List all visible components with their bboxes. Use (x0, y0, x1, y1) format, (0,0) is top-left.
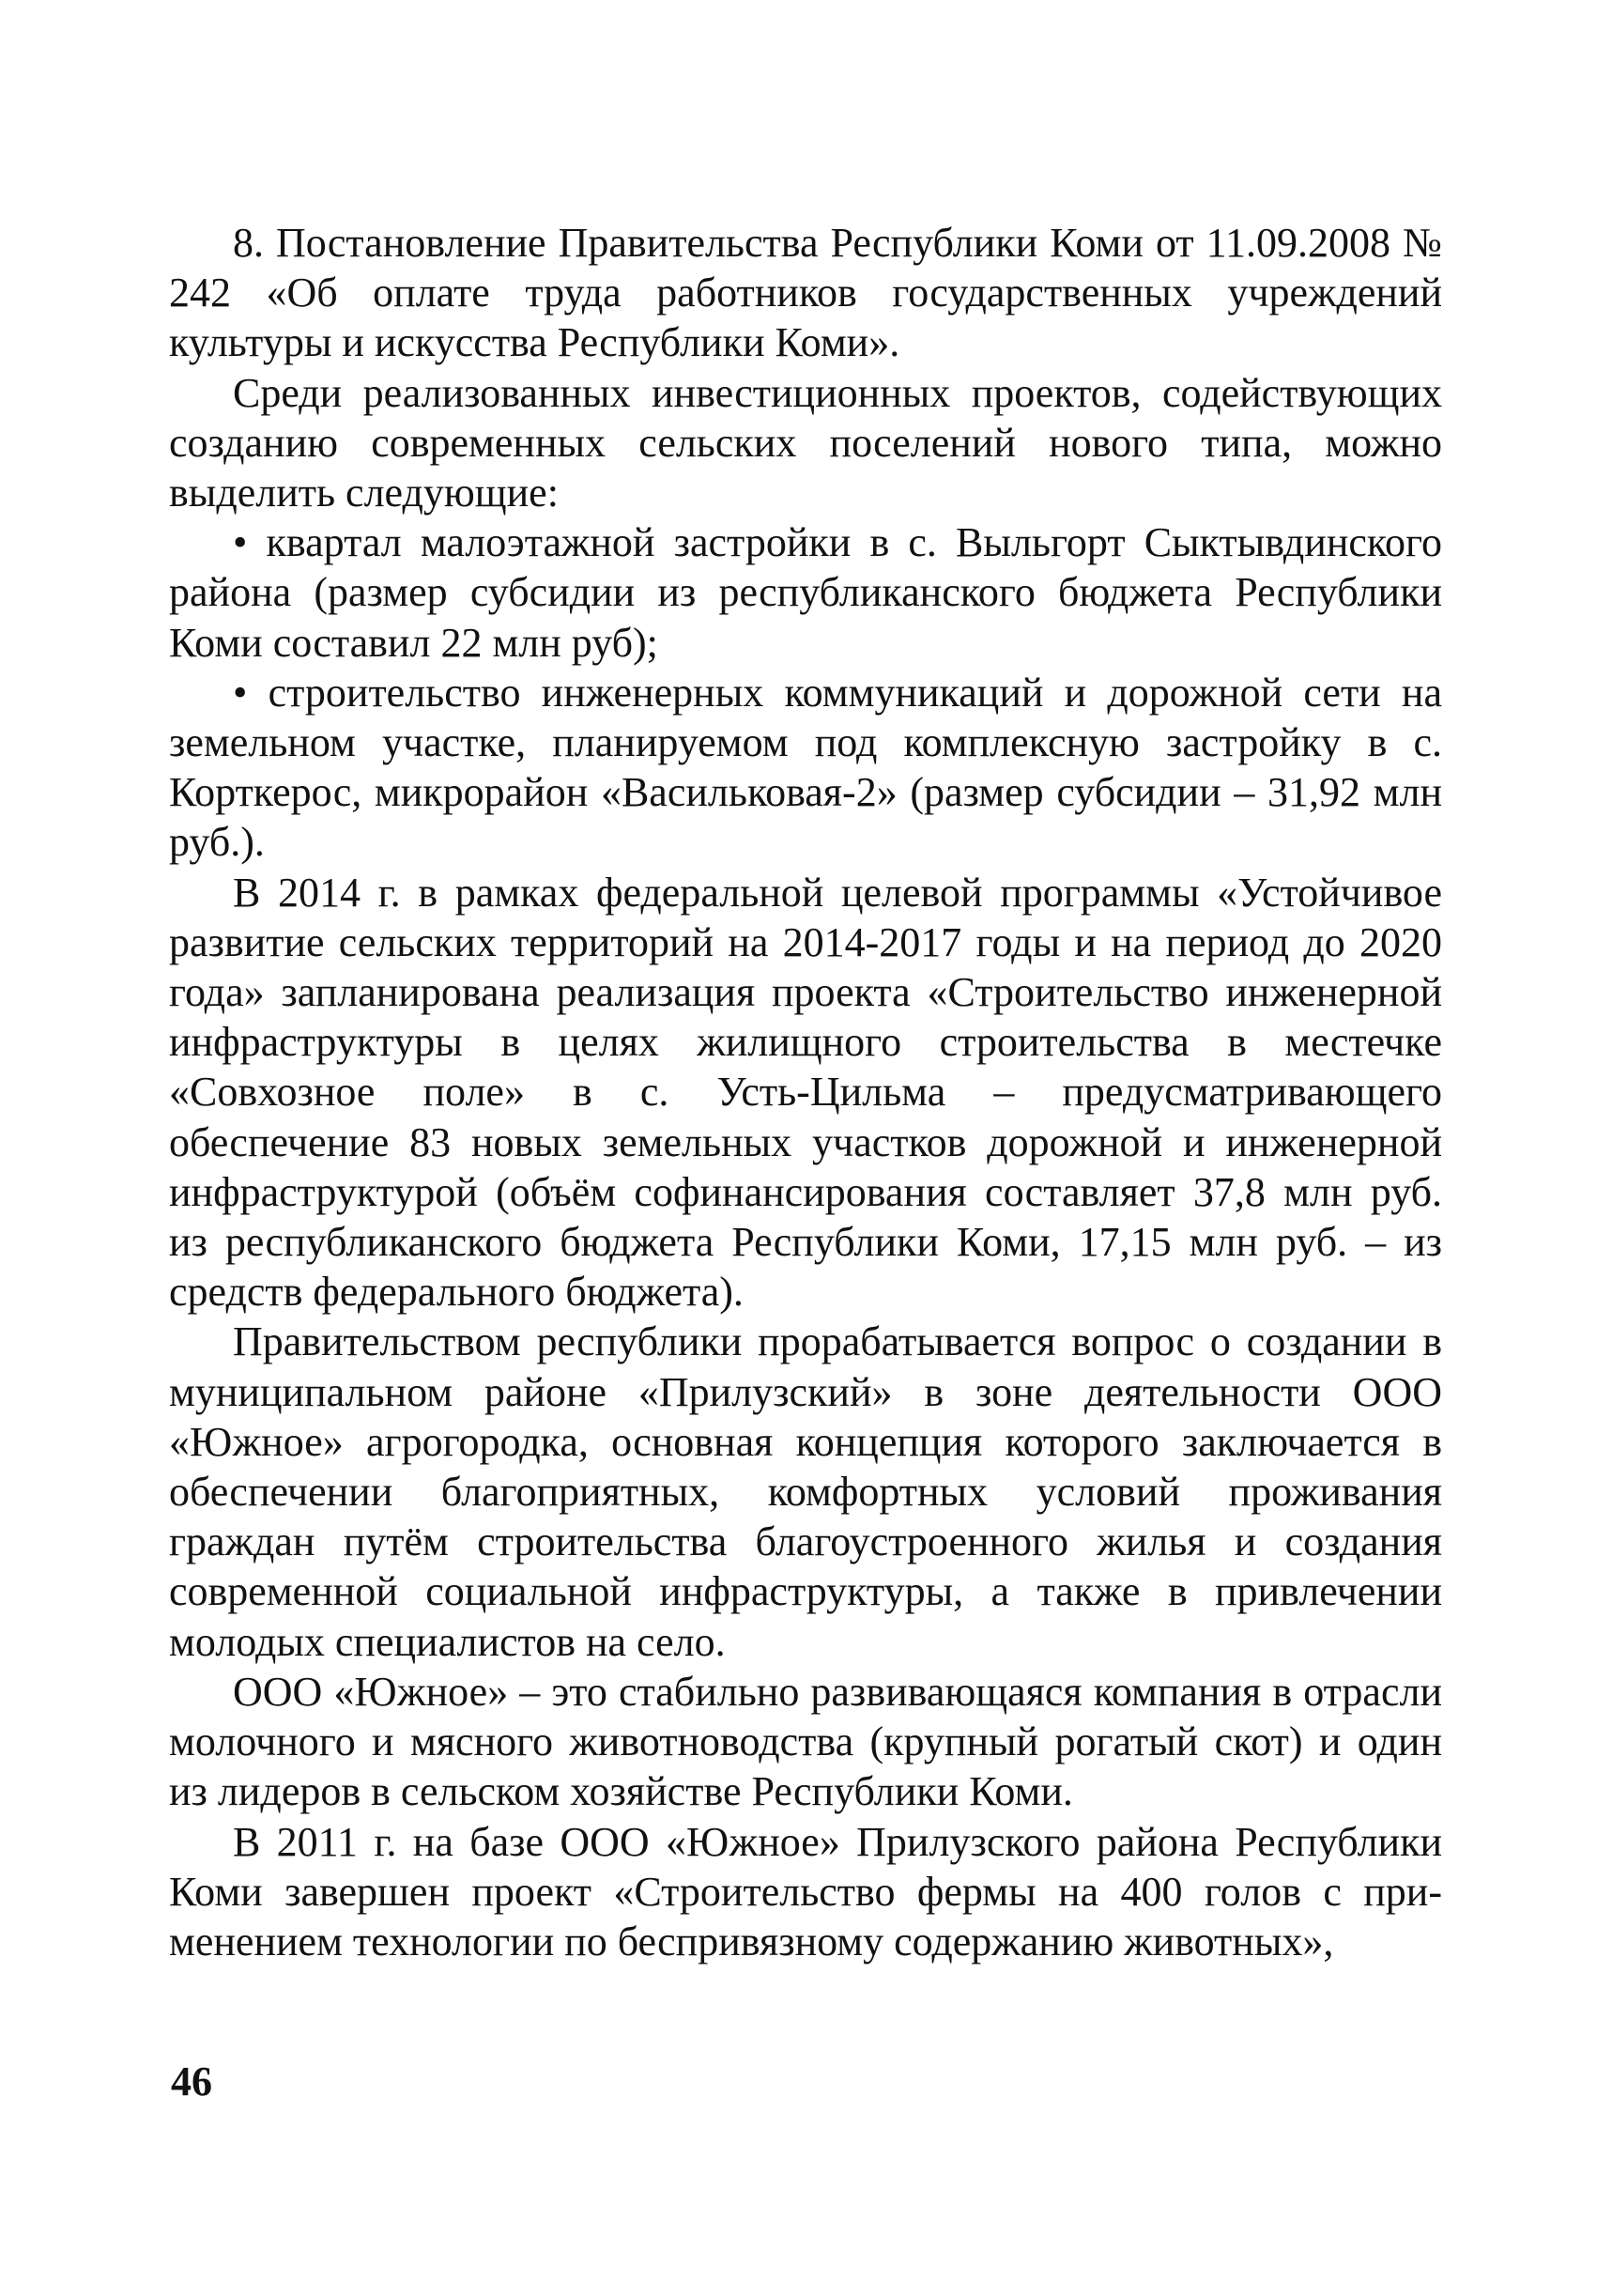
paragraph-7: ООО «Южное» – это стабильно развивающаяся компания в отрасли молочного и мясного животноводства (крупный рогатый скот) и один из лидеров в сельском хозяйстве Республики Коми. (169, 1668, 1442, 1815)
page-body (169, 218, 1442, 1966)
page-number: 46 (171, 2058, 212, 2104)
paragraph-4-bullet: • строительство инженерных коммуникаций и дорожной сети на земельном участке, планируемом под комплексную застройку в с. Корткерос, микрорайон «Васильковая-2» (размер субсидии – 31,92 млн руб.). (169, 669, 1442, 866)
paragraph-3-bullet: • квартал малоэтажной застройки в с. Выльгорт Сыктывдинского района (размер субсидии из республиканского бюджета Республики Коми составил 22 млн руб); (169, 519, 1442, 666)
paragraph-1: 8. Постановление Правительства Республики Коми от 11.09.2008 № 242 «Об оплате труда работников государственных учреждений культуры и искусства Республики Коми». (169, 220, 1442, 366)
paragraph-2: Среди реализованных инвестиционных проектов, содействующих созданию современных сельских поселений нового типа, можно выделить следующие: (169, 369, 1442, 516)
paragraph-8: В 2011 г. на базе ООО «Южное» Прилузского района Республики Коми завершен проект «Строительство фермы на 400 голов с применением технологии по беспривязному содержанию животных», (169, 1818, 1442, 1965)
paragraph-5: В 2014 г. в рамках федеральной целевой программы «Устойчивое развитие сельских территорий на 2014-2017 годы и на период до 2020 года» запланирована реализация проекта «Строительство инженерной инфраструктуры в целях жилищного строительства в местечке «Совхозное поле» в с. Усть-Цильма – предусматривающего обеспечение 83 новых земельных участков дорожной и инженерной инфраструктурой (объём софинансирования составляет 37,8 млн руб. из республиканского бюджета Республики Коми, 17,15 млн руб. – из средств федерального бюджета). (169, 869, 1442, 1316)
paragraph-6: Правительством республики прорабатывается вопрос о создании в муниципальном районе «Прилузский» в зоне деятельности ООО «Южное» агрогородка, основная концепция которого заключается в обеспечении благоприятных, комфортных условий проживания граждан путём строительства благоустроенного жилья и создания современной социальной инфраструктуры, а также в привлечении молодых специалистов на село. (169, 1318, 1442, 1665)
